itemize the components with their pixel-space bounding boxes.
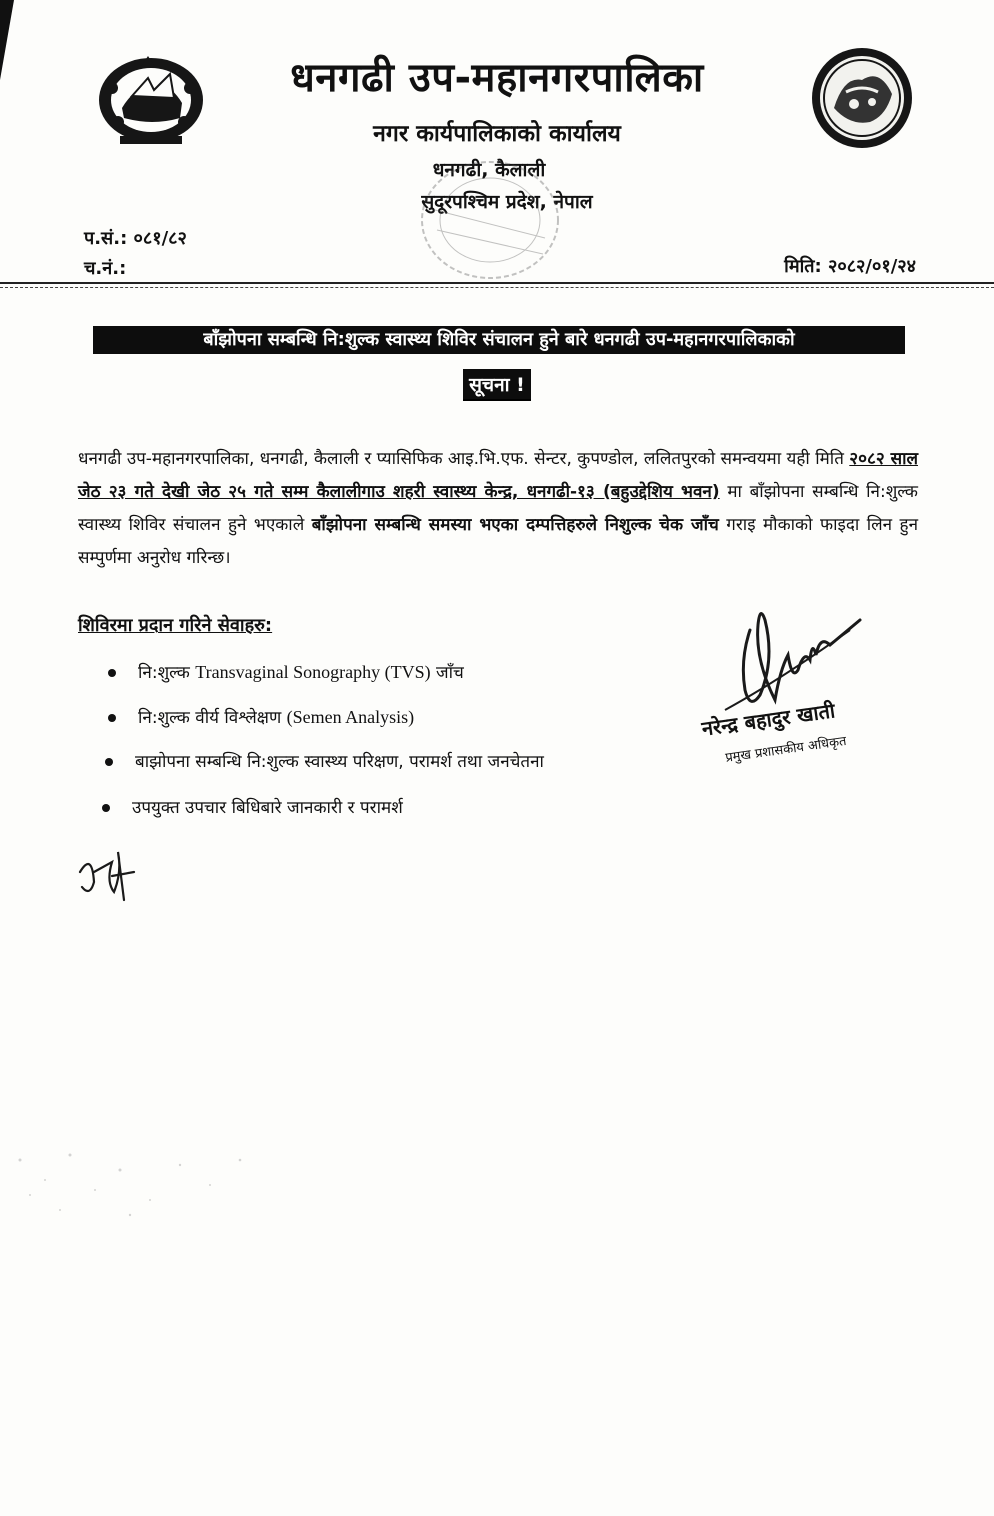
service-text-en: (Semen Analysis) (286, 707, 415, 727)
service-item (102, 795, 403, 818)
services-heading: शिविरमा प्रदान गरिने सेवाहरु: (78, 615, 273, 636)
body-target-group: बाँझोपना सम्बन्धि समस्या भएका दम्पत्तिहरुले निशुल्क चेक जाँच (311, 515, 719, 535)
bullet-icon (102, 804, 110, 812)
municipality-name: धनगढी उप-महानगरपालिका (290, 55, 704, 101)
office-location: धनगढी, कैलाली (432, 159, 546, 181)
body-text-3: मा बाँझोपना सम्बन्धि नि:शुल्क स्वास्थ्य शिविर संचालन हुने भएकाले (78, 482, 918, 535)
body-event-dates: २०८२ साल जेठ २३ गते देखी जेठ २५ गते सम्म कैलालीगाउ शहरी स्वास्थ्य केन्द्र, धनगढी-१३ (बहुउद्देशिय भवन) (78, 449, 918, 502)
subject-banner: बाँझोपना सम्बन्धि नि:शुल्क स्वास्थ्य शिविर संचालन हुने बारे धनगढी उप-महानगरपालिकाको (93, 326, 905, 354)
signatory-title: प्रमुख प्रशासकीय अधिकृत (724, 733, 848, 766)
service-item (108, 660, 464, 683)
service-item (108, 705, 414, 728)
letter-number: प.सं.: ०८१/८२ (84, 228, 187, 249)
service-text-tail: जाँच (430, 663, 464, 683)
bullet-icon (108, 714, 116, 722)
notice-heading-wrap (0, 369, 994, 401)
scan-noise (0, 1120, 330, 1240)
service-text: उपयुक्त उपचार बिधिबारे जानकारी र परामर्श (132, 798, 403, 818)
bullet-icon (108, 669, 116, 677)
signatory-name: नरेन्द्र बहादुर खाती (700, 698, 837, 741)
office-name: नगर कार्यपालिकाको कार्यालय (373, 121, 621, 147)
letter-date: मिति: २०८२/०१/२४ (784, 256, 916, 277)
notice-heading: सूचना ! (463, 369, 531, 401)
initials-icon (72, 842, 142, 904)
notice-body (78, 443, 918, 575)
office-stamp-icon (415, 150, 565, 285)
service-text: नि:शुल्क वीर्य विश्लेक्षण (138, 708, 287, 728)
service-text: बाझोपना सम्बन्धि नि:शुल्क स्वास्थ्य परिक्षण, परामर्श तथा जनचेतना (135, 752, 544, 772)
dispatch-number: च.नं.: (84, 258, 127, 279)
service-text-en: Transvaginal Sonography (TVS) (195, 662, 431, 682)
bullet-icon (105, 758, 113, 766)
service-item (105, 749, 544, 772)
header-divider-dashed (0, 287, 994, 288)
body-text-1: धनगढी उप-महानगरपालिका, धनगढी, कैलाली र प्यासिफिक आइ.भि.एफ. सेन्टर, कुपण्डोल, ललितपुरको समन्वयमा यही मिति (78, 449, 850, 469)
service-text: नि:शुल्क (138, 663, 196, 683)
header-divider (0, 282, 994, 284)
body-text-5: गराइ मौकाको फाइदा लिन हुन सम्पुर्णमा अनुरोध गरिन्छ। (78, 515, 918, 568)
office-province: सुदूरपश्चिम प्रदेश, नेपाल (421, 191, 593, 213)
